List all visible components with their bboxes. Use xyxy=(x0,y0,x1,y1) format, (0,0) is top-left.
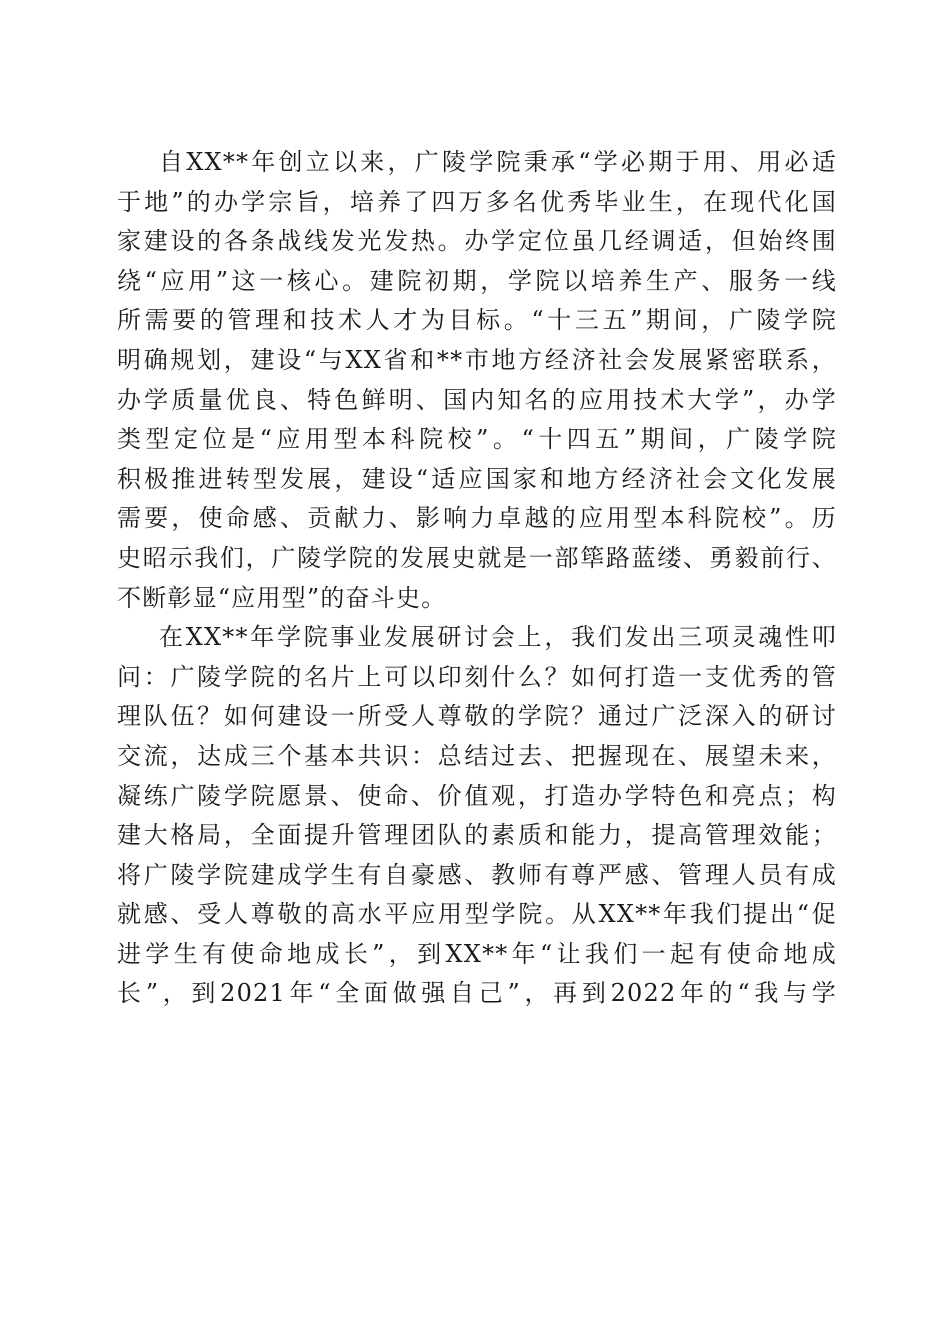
text-line: 绕“应用”这一核心。建院初期，学院以培养生产、服务一线 xyxy=(117,266,837,295)
text-line: 不断彰显“应用型”的奋斗史。 xyxy=(117,583,447,612)
text-line: 建大格局，全面提升管理团队的素质和能力，提高管理效能； xyxy=(117,821,837,850)
text-line: 办学质量优良、特色鲜明、国内知名的应用技术大学”，办学 xyxy=(117,385,837,414)
text-line: 长”，到2021年“全面做强自己”，再到2022年的“我与学 xyxy=(117,979,837,1008)
text-line: 将广陵学院建成学生有自豪感、教师有尊严感、管理人员有成 xyxy=(117,860,837,889)
text-line: 类型定位是“应用型本科院校”。“十四五”期间，广陵学院 xyxy=(117,425,837,454)
text-line: 所需要的管理和技术人才为目标。“十三五”期间，广陵学院 xyxy=(117,306,837,335)
text-line: 家建设的各条战线发光发热。办学定位虽几经调适，但始终围 xyxy=(117,227,837,256)
text-line: 自XX**年创立以来，广陵学院秉承“学必期于用、用必适 xyxy=(159,148,837,176)
paragraph-1 xyxy=(117,143,837,618)
document-body xyxy=(117,143,837,1014)
text-line: 问：广陵学院的名片上可以印刻什么？如何打造一支优秀的管 xyxy=(117,662,837,691)
text-line: 积极推进转型发展，建设“适应国家和地方经济社会文化发展 xyxy=(117,464,837,493)
text-line: 需要，使命感、贡献力、影响力卓越的应用型本科院校”。历 xyxy=(117,504,837,533)
text-line: 于地”的办学宗旨，培养了四万多名优秀毕业生，在现代化国 xyxy=(117,187,837,216)
text-line: 就感、受人尊敬的高水平应用型学院。从XX**年我们提出“促 xyxy=(117,900,837,929)
text-line: 在XX**年学院事业发展研讨会上，我们发出三项灵魂性叩 xyxy=(159,623,837,652)
text-line: 交流，达成三个基本共识：总结过去、把握现在、展望未来， xyxy=(117,741,837,770)
text-line: 史昭示我们，广陵学院的发展史就是一部筚路蓝缕、勇毅前行、 xyxy=(117,543,837,572)
text-line: 进学生有使命地成长”，到XX**年“让我们一起有使命地成 xyxy=(117,939,837,968)
text-line: 明确规划，建设“与XX省和**市地方经济社会发展紧密联系， xyxy=(117,345,837,374)
text-line: 理队伍？如何建设一所受人尊敬的学院？通过广泛深入的研讨 xyxy=(117,702,837,731)
paragraph-2 xyxy=(117,618,837,1014)
text-line: 凝练广陵学院愿景、使命、价值观，打造办学特色和亮点；构 xyxy=(117,781,837,810)
